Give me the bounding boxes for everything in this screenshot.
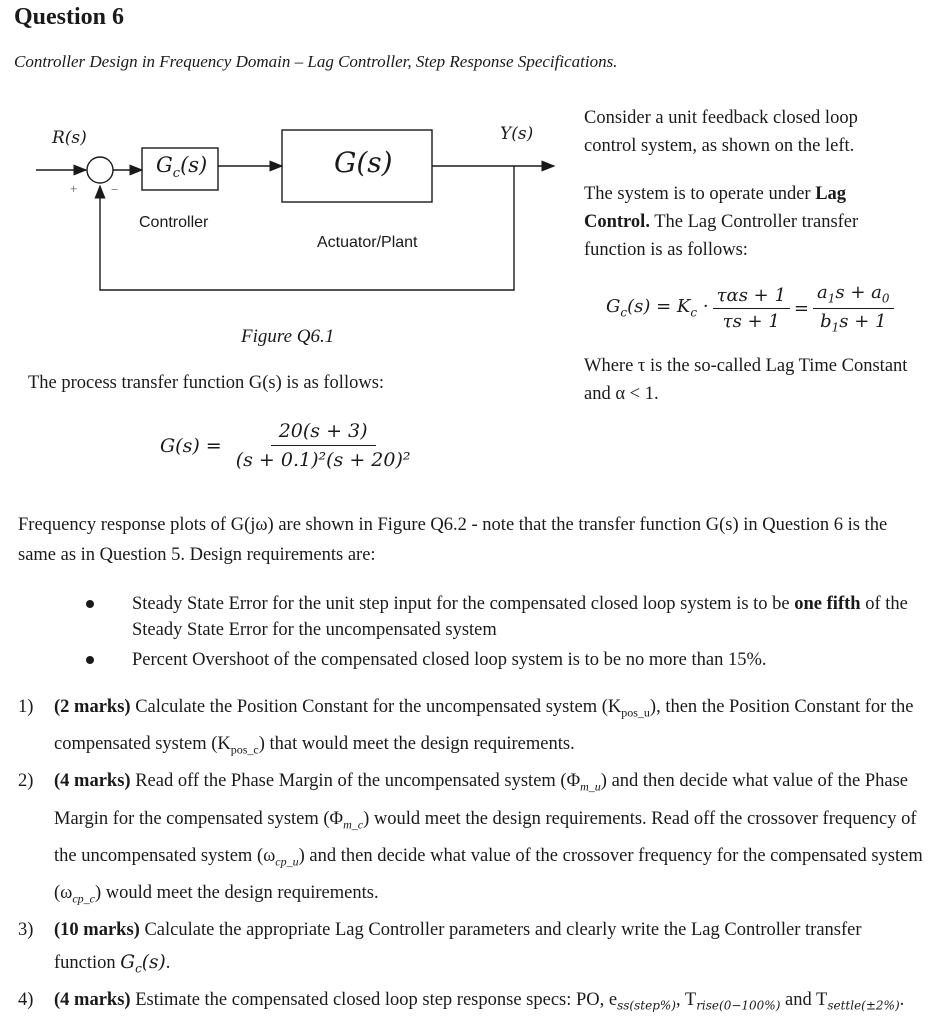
question-list: [18, 692, 923, 1022]
output-label: Y(s): [500, 124, 534, 144]
requirement-steady-state: Steady State Error for the unit step input for the compensated closed loop system is to be one fifth of the Steady State Error for the uncompensated system: [86, 591, 926, 643]
intro-paragraph: Consider a unit feedback closed loop control system, as shown on the left.: [584, 108, 858, 156]
requirement-overshoot: Percent Overshoot of the compensated closed loop system is to be no more than 15%.: [86, 647, 926, 673]
block-diagram: [30, 110, 560, 300]
lag-control-paragraph: The system is to operate under Lag Control. The Lag Controller transfer function is as follows:: [584, 184, 859, 260]
question-item-1: 1) (2 marks) Calculate the Position Constant for the uncompensated system $(K_{pos\_u})$, then the Position Constant for the compensated system $(K_{pos\_c})$ that would meet the design requirements.: [18, 697, 914, 757]
summing-junction: [87, 157, 113, 183]
question-item-3: 3) (10 marks) Calculate the appropriate Lag Controller parameters and clearly write the Lag Controller transfer function $G_c(s)$.: [18, 920, 862, 976]
plant-caption: Actuator/Plant: [317, 234, 418, 251]
input-label: R(s): [52, 128, 87, 148]
question-item-2: 2) (4 marks) Read off the Phase Margin of the uncompensated system $(\Phi_{m\_u})$ and then decide what value of the Phase Margin for the compensated system $(\Phi_{m\_c})$ would meet the design requirements. Read off the crossover frequency of the uncompensated system $(\omega_{cp\_u})$ and then decide what value of the crossover frequency for the compensated system $(\omega_{cp\_c})$ would meet the design requirements.: [18, 771, 923, 906]
plus-sign: +: [70, 181, 78, 196]
frequency-response-paragraph: Frequency response plots of G(jω) are shown in Figure Q6.2 - note that the transfer function G(s) in Question 6 is the same as in Question 5. Design requirements are:: [18, 515, 888, 565]
design-requirements: [86, 591, 926, 673]
figure-caption: Figure Q6.1: [241, 326, 335, 347]
minus-sign: −: [111, 182, 119, 197]
gc-fraction-2: $\frac{a_1s + a_0}{b_1s + 1}$: [813, 282, 894, 334]
controller-caption: Controller: [139, 214, 209, 231]
gc-fraction-1: $\frac{\text{ταs + 1}}{\tau s + 1}$: [713, 285, 790, 332]
question-title: Question 6: [14, 4, 125, 30]
process-intro: The process transfer function G(s) is as follows:: [28, 373, 385, 393]
plant-block-label: G(s): [334, 146, 393, 179]
lag-time-constant-paragraph: Where τ is the so-called Lag Time Constant and α < 1.: [584, 356, 908, 404]
question-item-4: 4) (4 marks) Estimate the compensated closed loop step response specs: PO, $e_{ss(step\%)}$, $T_{rise(0-100\%)}$ and $T_{settle(\pm 2\%)}$.: [18, 989, 905, 1013]
gc-lhs: $G_c(s) = K_c$ ·: [606, 296, 709, 320]
question-subtitle: Controller Design in Frequency Domain – Lag Controller, Step Response Specifications.: [14, 52, 618, 71]
controller-block-label: $G_c(s)$: [156, 153, 208, 182]
lag-controller-equation: $G_c(s) = K_c$ · $\frac{\text{ταs + 1}}{\tau s + 1}$ = $\frac{a_1s + a_0}{b_1s + 1}$: [606, 282, 894, 334]
process-transfer-function: G(s) = $\frac{20(s + 3)}{\text{(s + 0.1)²(s + 20)²}}$: [160, 420, 411, 471]
